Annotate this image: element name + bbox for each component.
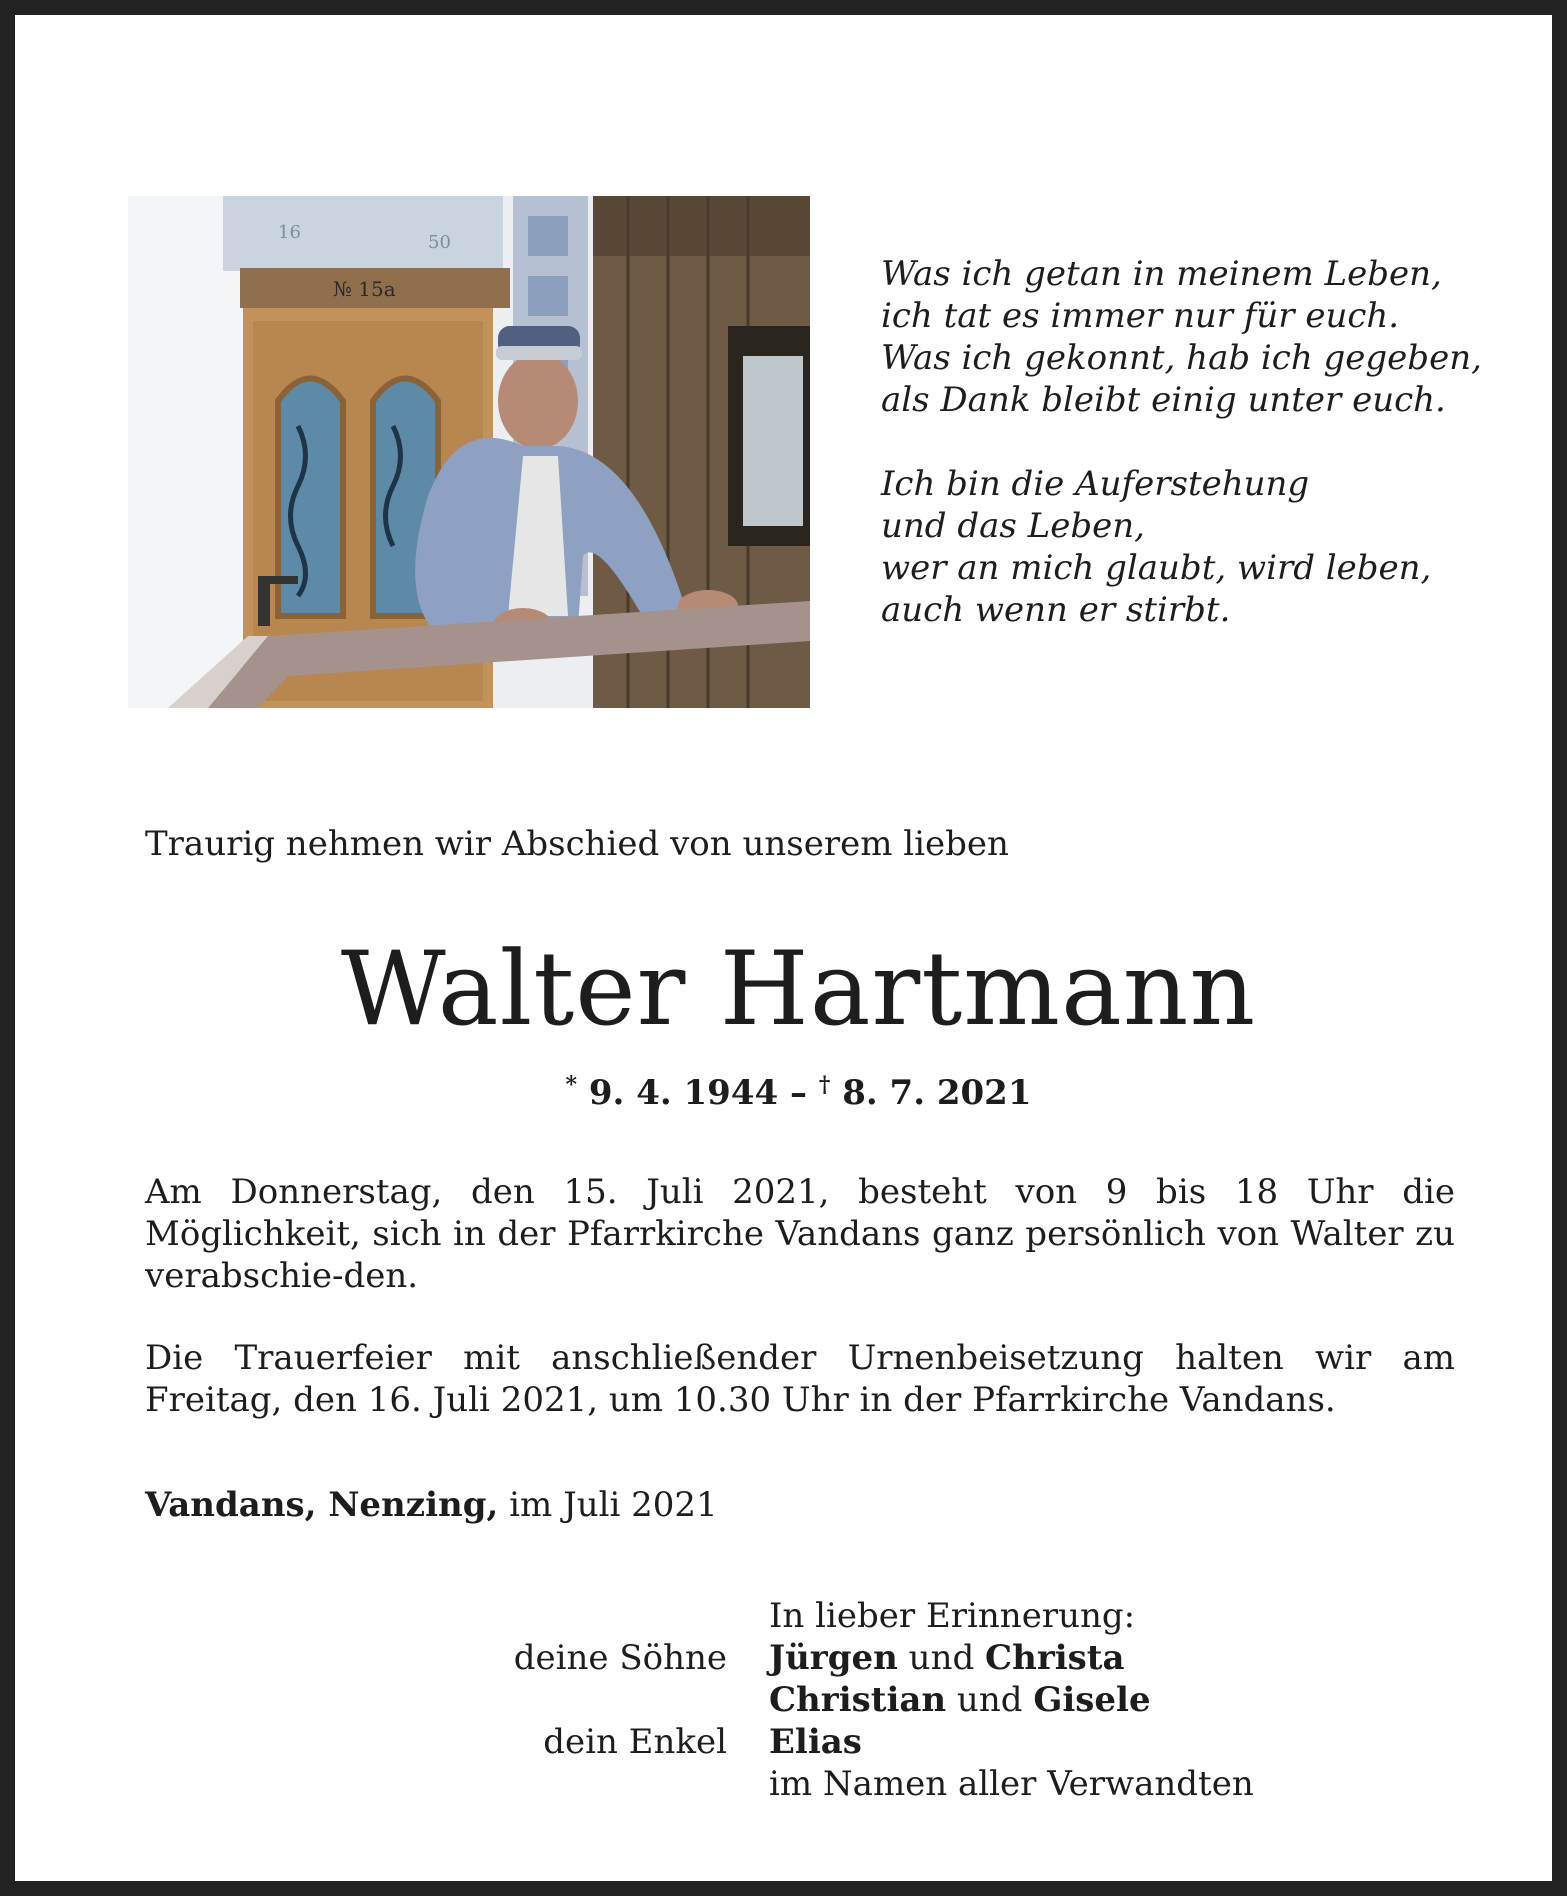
sons-line-2: [769, 1679, 1151, 1721]
sons-line-1: [769, 1637, 1125, 1679]
poem-line: und das Leben,: [881, 506, 1145, 546]
deceased-name: Walter Hartmann: [340, 930, 1257, 1049]
poem-line: Ich bin die Auferstehung: [881, 464, 1310, 504]
poem-line: als Dank bleibt einig unter euch.: [881, 380, 1446, 420]
grandson-label: dein Enkel: [543, 1722, 727, 1762]
and-1: und: [897, 1638, 986, 1678]
portrait-photo: [128, 196, 810, 708]
signature-heading: In lieber Erinnerung:: [769, 1596, 1136, 1636]
grandson: Elias: [769, 1722, 862, 1762]
birth-date: 9. 4. 1944: [588, 1073, 779, 1113]
poem-line: Was ich getan in meinem Leben,: [881, 254, 1442, 294]
year-left: 16: [278, 222, 301, 243]
partner-2: Gisele: [1033, 1680, 1151, 1720]
place-date: im Juli 2021: [498, 1485, 718, 1525]
intro-text: Traurig nehmen wir Abschied von unserem lieben: [145, 824, 1009, 864]
year-right: 50: [428, 232, 451, 253]
poem-line: auch wenn er stirbt.: [881, 590, 1231, 630]
son-2: Christian: [769, 1680, 947, 1720]
place-names: Vandans, Nenzing,: [145, 1485, 499, 1525]
place-date-line: [145, 1484, 718, 1526]
poem-line: Was ich gekonnt, hab ich gegeben,: [881, 338, 1482, 378]
life-dates: [15, 1063, 1567, 1115]
house-number: № 15a: [333, 277, 396, 301]
son-1: Jürgen: [769, 1638, 898, 1678]
and-2: und: [946, 1680, 1034, 1720]
portrait-illustration: [128, 196, 810, 708]
poem-stanza-2: [881, 463, 1521, 631]
poem-line: ich tat es immer nur für euch.: [881, 296, 1400, 336]
grandson-line: [769, 1721, 862, 1763]
date-separator: –: [790, 1073, 807, 1113]
death-symbol: †: [818, 1072, 831, 1098]
partner-1: Christa: [985, 1638, 1125, 1678]
ceremony-paragraph: Die Trauerfeier mit anschließender Urnenbeisetzung halten wir am Freitag, den 16. Juli 2021, um 10.30 Uhr in der Pfarrkirche Vandans.: [145, 1338, 1455, 1420]
poem: [881, 253, 1521, 673]
closing-line: im Namen aller Verwandten: [769, 1764, 1254, 1804]
death-date: 8. 7. 2021: [842, 1073, 1032, 1113]
birth-symbol: *: [565, 1072, 578, 1098]
poem-stanza-1: [881, 253, 1521, 421]
sons-label: deine Söhne: [513, 1638, 727, 1678]
poem-line: wer an mich glaubt, wird leben,: [881, 548, 1432, 588]
viewing-paragraph: Am Donnerstag, den 15. Juli 2021, besteht von 9 bis 18 Uhr die Möglichkeit, sich in der Pfarrkirche Vandans ganz persönlich von Walter zu verabschie-den.: [145, 1172, 1455, 1296]
